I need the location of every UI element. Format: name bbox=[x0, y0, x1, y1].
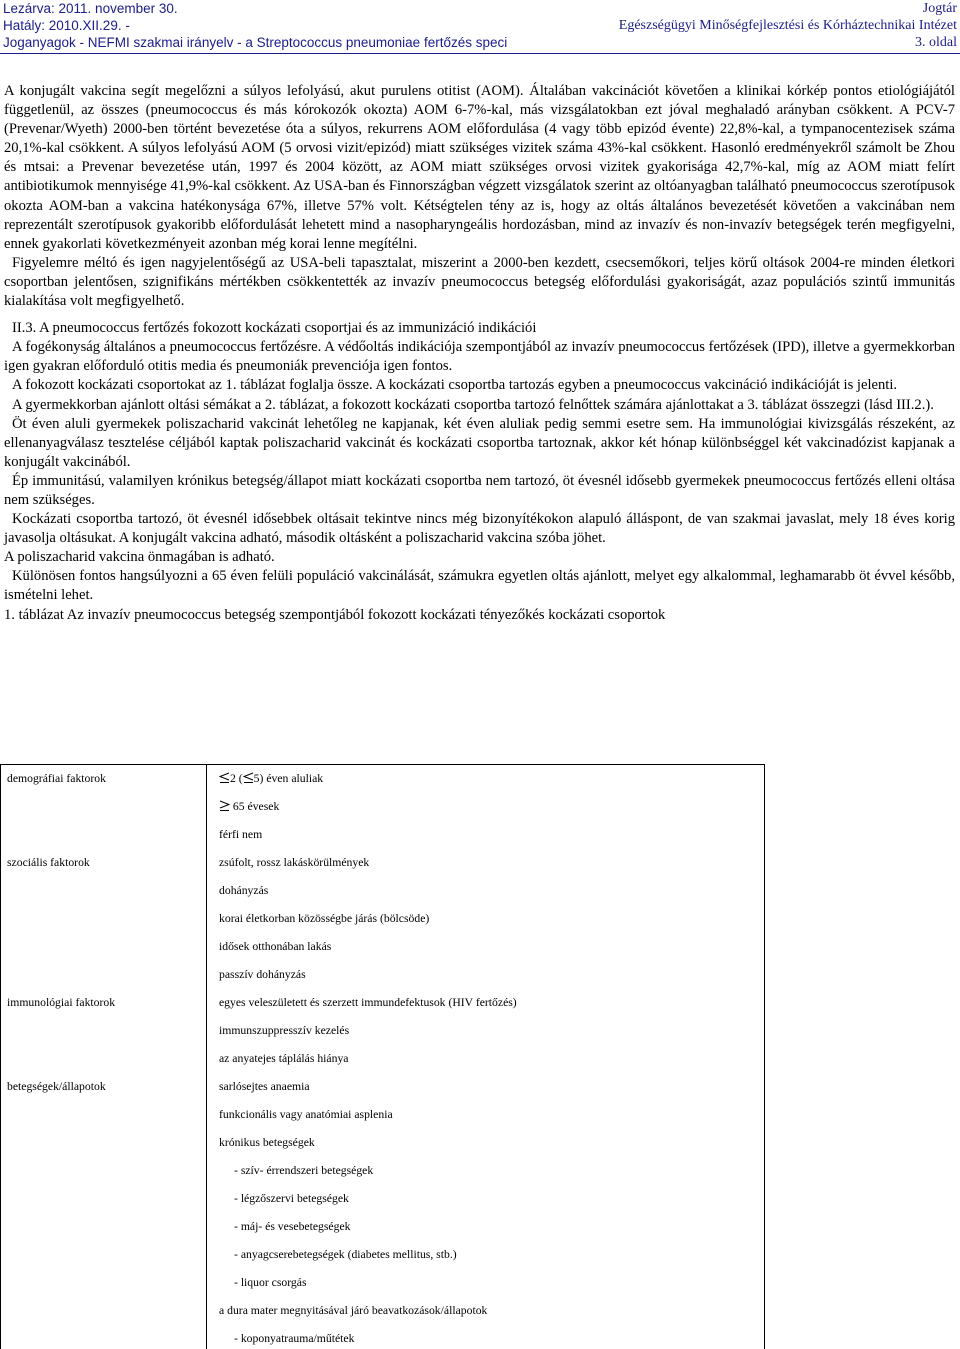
age-text-b: 5) éven aluliak bbox=[253, 772, 324, 785]
row-value-respiratory: - légzőszervi betegségek bbox=[234, 1192, 349, 1205]
row-value-65-years bbox=[219, 800, 279, 813]
document-body bbox=[4, 82, 955, 625]
row-value-cardiovascular: - szív- érrendszeri betegségek bbox=[234, 1164, 374, 1177]
age-65-text: 65 évesek bbox=[232, 800, 280, 813]
paragraph-under-five: Öt éven aluli gyermekek poliszacharid vakcinát lehetőleg ne kapjanak, két éven aluliak pedig semmi esetre sem. Ha immunológiai kivizsgálás részeként, az ellenanyagválasz tesztelése céljából kaptak poliszacharid vakcinát és kockázati csoportba tartoznak, akkor két hónap különbséggel két vakcinadózist kapjanak a konjugált vakcinából. bbox=[4, 415, 955, 470]
row-label-demographic: demográfiai faktorok bbox=[7, 772, 106, 785]
header-source: Jogtár bbox=[922, 1, 957, 16]
section-heading: II.3. A pneumococcus fertőzés fokozott kockázati csoportjai és az immunizáció indikációi bbox=[12, 320, 537, 337]
page-header bbox=[0, 0, 960, 52]
row-value-passive-smoking: passzív dohányzás bbox=[219, 968, 306, 981]
header-publisher: Egészségügyi Minőségfejlesztési és Kórháztechnikai Intézet bbox=[618, 18, 957, 33]
paragraph-elderly: Különösen fontos hangsúlyozni a 65 éven felüli populáció vakcinálását, számukra egyetlen oltás ajánlott, melyet egy alkalommal, leghamarabb öt évvel később, ismételni lehet. bbox=[4, 568, 955, 604]
row-value-age-under-2-5 bbox=[219, 772, 323, 785]
row-value-csf-leak: - liquor csorgás bbox=[234, 1276, 307, 1289]
row-value-no-breastfeeding: az anyatejes táplálás hiánya bbox=[219, 1052, 349, 1065]
row-value-nursing-home: idősek otthonában lakás bbox=[219, 940, 332, 953]
row-value-sickle-cell: sarlósejtes anaemia bbox=[219, 1080, 310, 1093]
less-or-equal-icon bbox=[243, 772, 254, 784]
table-top-border bbox=[0, 764, 765, 765]
less-or-equal-icon bbox=[219, 772, 230, 784]
paragraph-aom: A konjugált vakcina segít megelőzni a súlyos lefolyású, akut purulens otitist (AOM). Általában vakcinációt követően a klinikai kórkép pontos etiológiájától függetlenül, az összes (pneumococcus és más kórokozók okozta) AOM 6-7%-kal, más vizsgálatokban ezt jóval meghaladó arányban csökkent. A PCV-7 (Prevenar/Wyeth) 2000-ben történt bevezetése óta a súlyos, rekurrens AOM előfordulása (4 vagy több epizód évente) 22,8%-kal, a tympanocentezisek száma 20,1%-kal csökkent. A súlyos lefolyású AOM (5 orvosi vizit/epizód) miatt szükséges vizitek száma 43%-kal csökkent. Hasonló eredményekről számolt be Zhou és mtsai: a Prevenar bevezetése után, 1997 és 2004 között, az AOM miatt szükséges orvosi vizitek gyakorisága 42,7%-kal, míg az AOM miatt felírt antibiotikumok mennyisége 41,9%-kal csökkent. Az USA-ban és Finnországban végzett vizsgálatok szerint az oltóanyagban található pneumococcus szerotípusok okozta AOM-ban a vakcina hatékonysága 67%, illetve 57% volt. Kétségtelen tény az is, hogy az oltás általános bevezetését követően a vakcinában nem reprezentált szerotípusok gyakoribb előfordulását lehetett mind a nasopharyngeális hordozásban, mind az invazív és non-invazív betegségek terén megfigyelni, ennek gyakorlati következményeit azonban még korai lenne megítélni. bbox=[4, 83, 955, 252]
paragraph-older-children: Kockázati csoportba tartozó, öt évesnél idősebbek oltásait tekintve nincs még bizonyítékokon alapuló álláspont, de van szakmai javaslat, mely 18 éves korig javasolja oltásukat. A konjugált vakcina adható, második oltásként a poliszacharid vakcina szóba jöhet. bbox=[4, 511, 955, 547]
table-caption: 1. táblázat Az invazív pneumococcus betegség szempontjából fokozott kockázati tényezőkés kockázati csoportok bbox=[4, 606, 666, 623]
row-value-metabolic: - anyagcserebetegségek (diabetes mellitus, stb.) bbox=[234, 1248, 457, 1261]
header-left bbox=[3, 0, 507, 51]
row-value-housing: zsúfolt, rossz lakáskörülmények bbox=[219, 856, 370, 869]
header-page-number: 3. oldal bbox=[915, 35, 957, 50]
header-right bbox=[619, 0, 957, 51]
greater-or-equal-icon bbox=[219, 800, 230, 812]
row-value-liver-kidney: - máj- és vesebetegségek bbox=[234, 1220, 351, 1233]
row-label-diseases: betegségek/állapotok bbox=[7, 1080, 106, 1093]
row-value-head-trauma: - koponyatrauma/műtétek bbox=[234, 1332, 355, 1345]
table-column-divider bbox=[206, 764, 207, 1349]
row-value-male: férfi nem bbox=[219, 828, 263, 841]
paragraph-usa-experience: Figyelemre méltó és igen nagyjelentőségű az USA-beli tapasztalat, miszerint a 2000-ben kezdett, csecsemőkori, teljes körű oltások 2004-re minden életkori csoportban jelentősen, szignifikáns mértékben csökkentették az invazív pneumococcus betegség előfordulási gyakoriságát, azaz populációs szintű immunitás kialakítása volt megfigyelhető. bbox=[4, 254, 955, 310]
row-value-immunodeficiency: egyes veleszületett és szerzett immundefektusok (HIV fertőzés) bbox=[219, 996, 517, 1009]
paragraph-susceptibility: A fogékonyság általános a pneumococcus fertőzésre. A védőoltás indikációja szempontjából az invazív pneumococcus fertőzések (IPD), illetve a gyermekkorban igen gyakran előforduló otitis media és pneumoniák prevenciója igen fontos. bbox=[4, 339, 955, 375]
row-label-immunological: immunológiai faktorok bbox=[7, 996, 116, 1009]
row-value-nursery: korai életkorban közösségbe járás (bölcsöde) bbox=[219, 912, 430, 925]
paragraph-polysaccharide: A poliszacharid vakcina önmagában is adható. bbox=[4, 549, 275, 566]
row-value-immunosuppression: immunszuppresszív kezelés bbox=[219, 1024, 350, 1037]
row-value-dura-mater: a dura mater megnyitásával járó beavatkozások/állapotok bbox=[219, 1304, 488, 1317]
header-divider bbox=[0, 53, 960, 54]
row-value-chronic: krónikus betegségek bbox=[219, 1136, 315, 1149]
row-label-social: szociális faktorok bbox=[7, 856, 90, 869]
table-right-border bbox=[764, 764, 765, 1349]
paragraph-schedules: A gyermekkorban ajánlott oltási sémákat a 2. táblázat, a fokozott kockázati csoportba tartozó felnőttek számára ajánlottakat a 3. táblázat összegzi (lásd III.2.). bbox=[12, 396, 934, 413]
row-value-asplenia: funkcionális vagy anatómiai asplenia bbox=[219, 1108, 393, 1121]
header-closed-date: Lezárva: 2011. november 30. bbox=[3, 1, 178, 16]
header-effective-date: Hatály: 2010.XII.29. - bbox=[3, 18, 130, 33]
row-value-smoking: dohányzás bbox=[219, 884, 269, 897]
age-text-a: 2 ( bbox=[230, 772, 243, 785]
header-document-title: Joganyagok - NEFMI szakmai irányelv - a Streptococcus pneumoniae fertőzés speci bbox=[3, 35, 508, 50]
table-left-border bbox=[0, 764, 1, 1349]
paragraph-healthy-children: Ép immunitású, valamilyen krónikus betegség/állapot miatt kockázati csoportba nem tartozó, öt évesnél idősebb gyermekek pneumococcus fertőzés elleni oltása nem szükséges. bbox=[4, 472, 955, 508]
paragraph-risk-groups: A fokozott kockázati csoportokat az 1. táblázat foglalja össze. A kockázati csoportba tartozás egyben a pneumococcus vakcináció indikációját is jelenti. bbox=[12, 377, 898, 394]
